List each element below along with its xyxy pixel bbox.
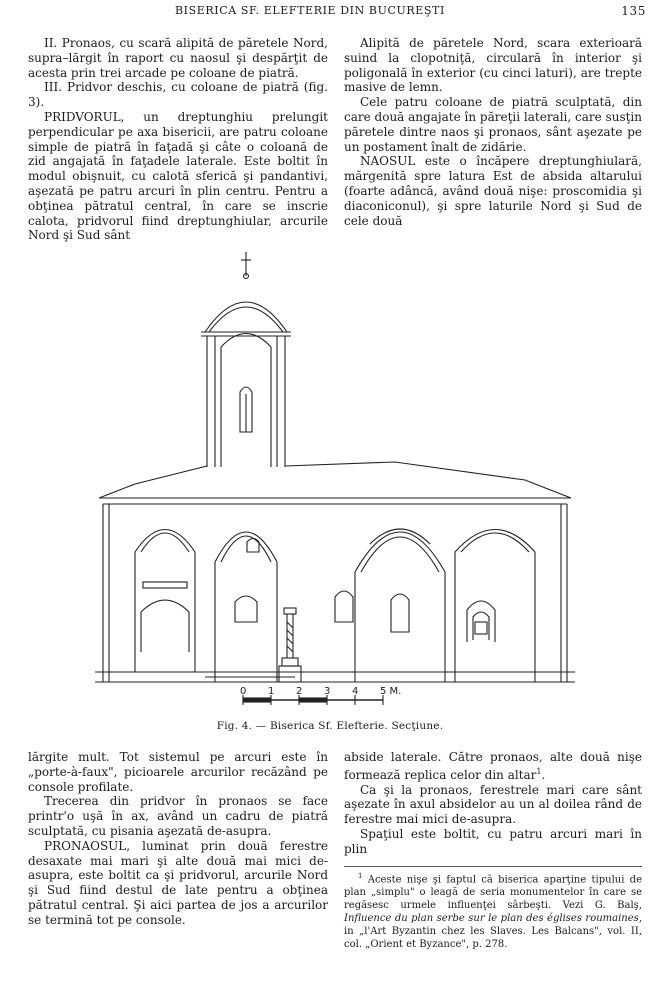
footnote-text: Aceste nişe şi faptul că biserica aparţine tipului de plan „simplu" o leagă de seria monumentelor în care se regăsesc urmele influenţei sârbeşti. Vezi G. Balş, (344, 874, 642, 912)
column-top-right (344, 36, 642, 228)
paragraph-end: . (541, 767, 546, 782)
paragraph: Cele patru coloane de piatră sculptată, din care două angajate în păreţii laterali, care susţin păretele dintre naos şi pronaos, sânt aşezate pe un postament înalt de zidărie. (344, 95, 642, 154)
figure-caption: Fig. 4. — Biserica Sf. Elefterie. Secţiune. (216, 720, 444, 732)
footnote-divider (344, 866, 642, 867)
column-top-left (28, 36, 328, 243)
scale-label: 4 (352, 686, 359, 697)
paragraph-text: abside laterale. Către pronaos, alte două nişe formează replica celor din altar (344, 750, 642, 782)
paragraph: Ca şi la pronaos, ferestrele mari care sânt aşezate în axul absidelor au un al doilea rând de ferestre mai mici de-asupra. (344, 782, 642, 827)
scale-label: 1 (268, 686, 275, 697)
footnote-reference: 1 (536, 766, 542, 776)
footnote-cited-title: Influence du plan serbe sur le plan des églises roumaines (344, 913, 639, 925)
footnote-number: 1 (358, 872, 363, 880)
running-title: BISERICA SF. ELEFTERIE DIN BUCUREŞTI (175, 4, 445, 17)
running-head (0, 4, 660, 22)
paragraph: NAOSUL este o încăpere dreptunghiulară, mărgenită spre latura Est de absida altarului (foarte adâncă, având două nişe: proscomidia şi diaconiconul), şi spre laturile Nord şi Sud de cele două (344, 154, 642, 228)
paragraph (344, 750, 642, 783)
church-section-drawing (95, 252, 575, 722)
paragraph: lărgite mult. Tot sistemul pe arcuri este în „porte-à-faux", picioarele arcurilor recăzând pe console profilate. (28, 750, 328, 794)
footnote (344, 870, 642, 951)
paragraph: PRONAOSUL, luminat prin două ferestre desaxate mai mari şi alte două mai mici de-asupra, este boltit ca şi pridvorul, arcurile Nord şi Sud fiind destul de late pentru a obţinea pătratul central. Şi aici partea de jos a arcurilor se termină tot pe console. (28, 838, 328, 927)
paragraph: Spaţiul este boltit, cu patru arcuri mari în plin (344, 826, 642, 856)
scale-label: 3 (324, 686, 331, 697)
scale-label: 2 (296, 686, 303, 697)
scale-label: 0 (240, 686, 247, 697)
paragraph: II. Pronaos, cu scară alipită de păretele Nord, supra–lărgit în raport cu naosul şi despărţit de acesta prin trei arcade pe coloane de piatră. (28, 36, 328, 80)
footnote-text: , in „l'Art Byzantin chez les Slaves. Les Balcans", vol. II, col. „Orient et Byzance", p. 278. (344, 913, 642, 951)
paragraph: Alipită de păretele Nord, scara exterioară suind la clopotniţă, circulară în interior şi poligonală în exterior (cu cinci laturi), are trepte masive de lemn. (344, 36, 642, 95)
column-bottom-left (28, 750, 328, 928)
paragraph: PRIDVORUL, un dreptunghiu prelungit perpendicular pe axa bisericii, are patru coloane simple de piatră în faţadă şi câte o coloană de zid angajată în faţadele laterale. Este boltit în modul obişnuit, cu calotă sferică şi pandantivi, aşezată pe patru arcuri în plin centru. Pentru a obţinea pătratul central, în care se inscrie calota, pridvorul fiind dreptunghiular, arcurile Nord şi Sud sânt (28, 109, 328, 243)
page-number: 135 (621, 4, 646, 18)
paragraph: Trecerea din pridvor în pronaos se face printr'o uşă în ax, având un cadru de piatră sculptată, cu pisania aşezată de-asupra. (28, 794, 328, 838)
column-bottom-right (344, 750, 642, 857)
paragraph: III. Pridvor deschis, cu coloane de piatră (fig. 3). (28, 80, 328, 110)
scale-label: 5 M. (380, 686, 402, 697)
